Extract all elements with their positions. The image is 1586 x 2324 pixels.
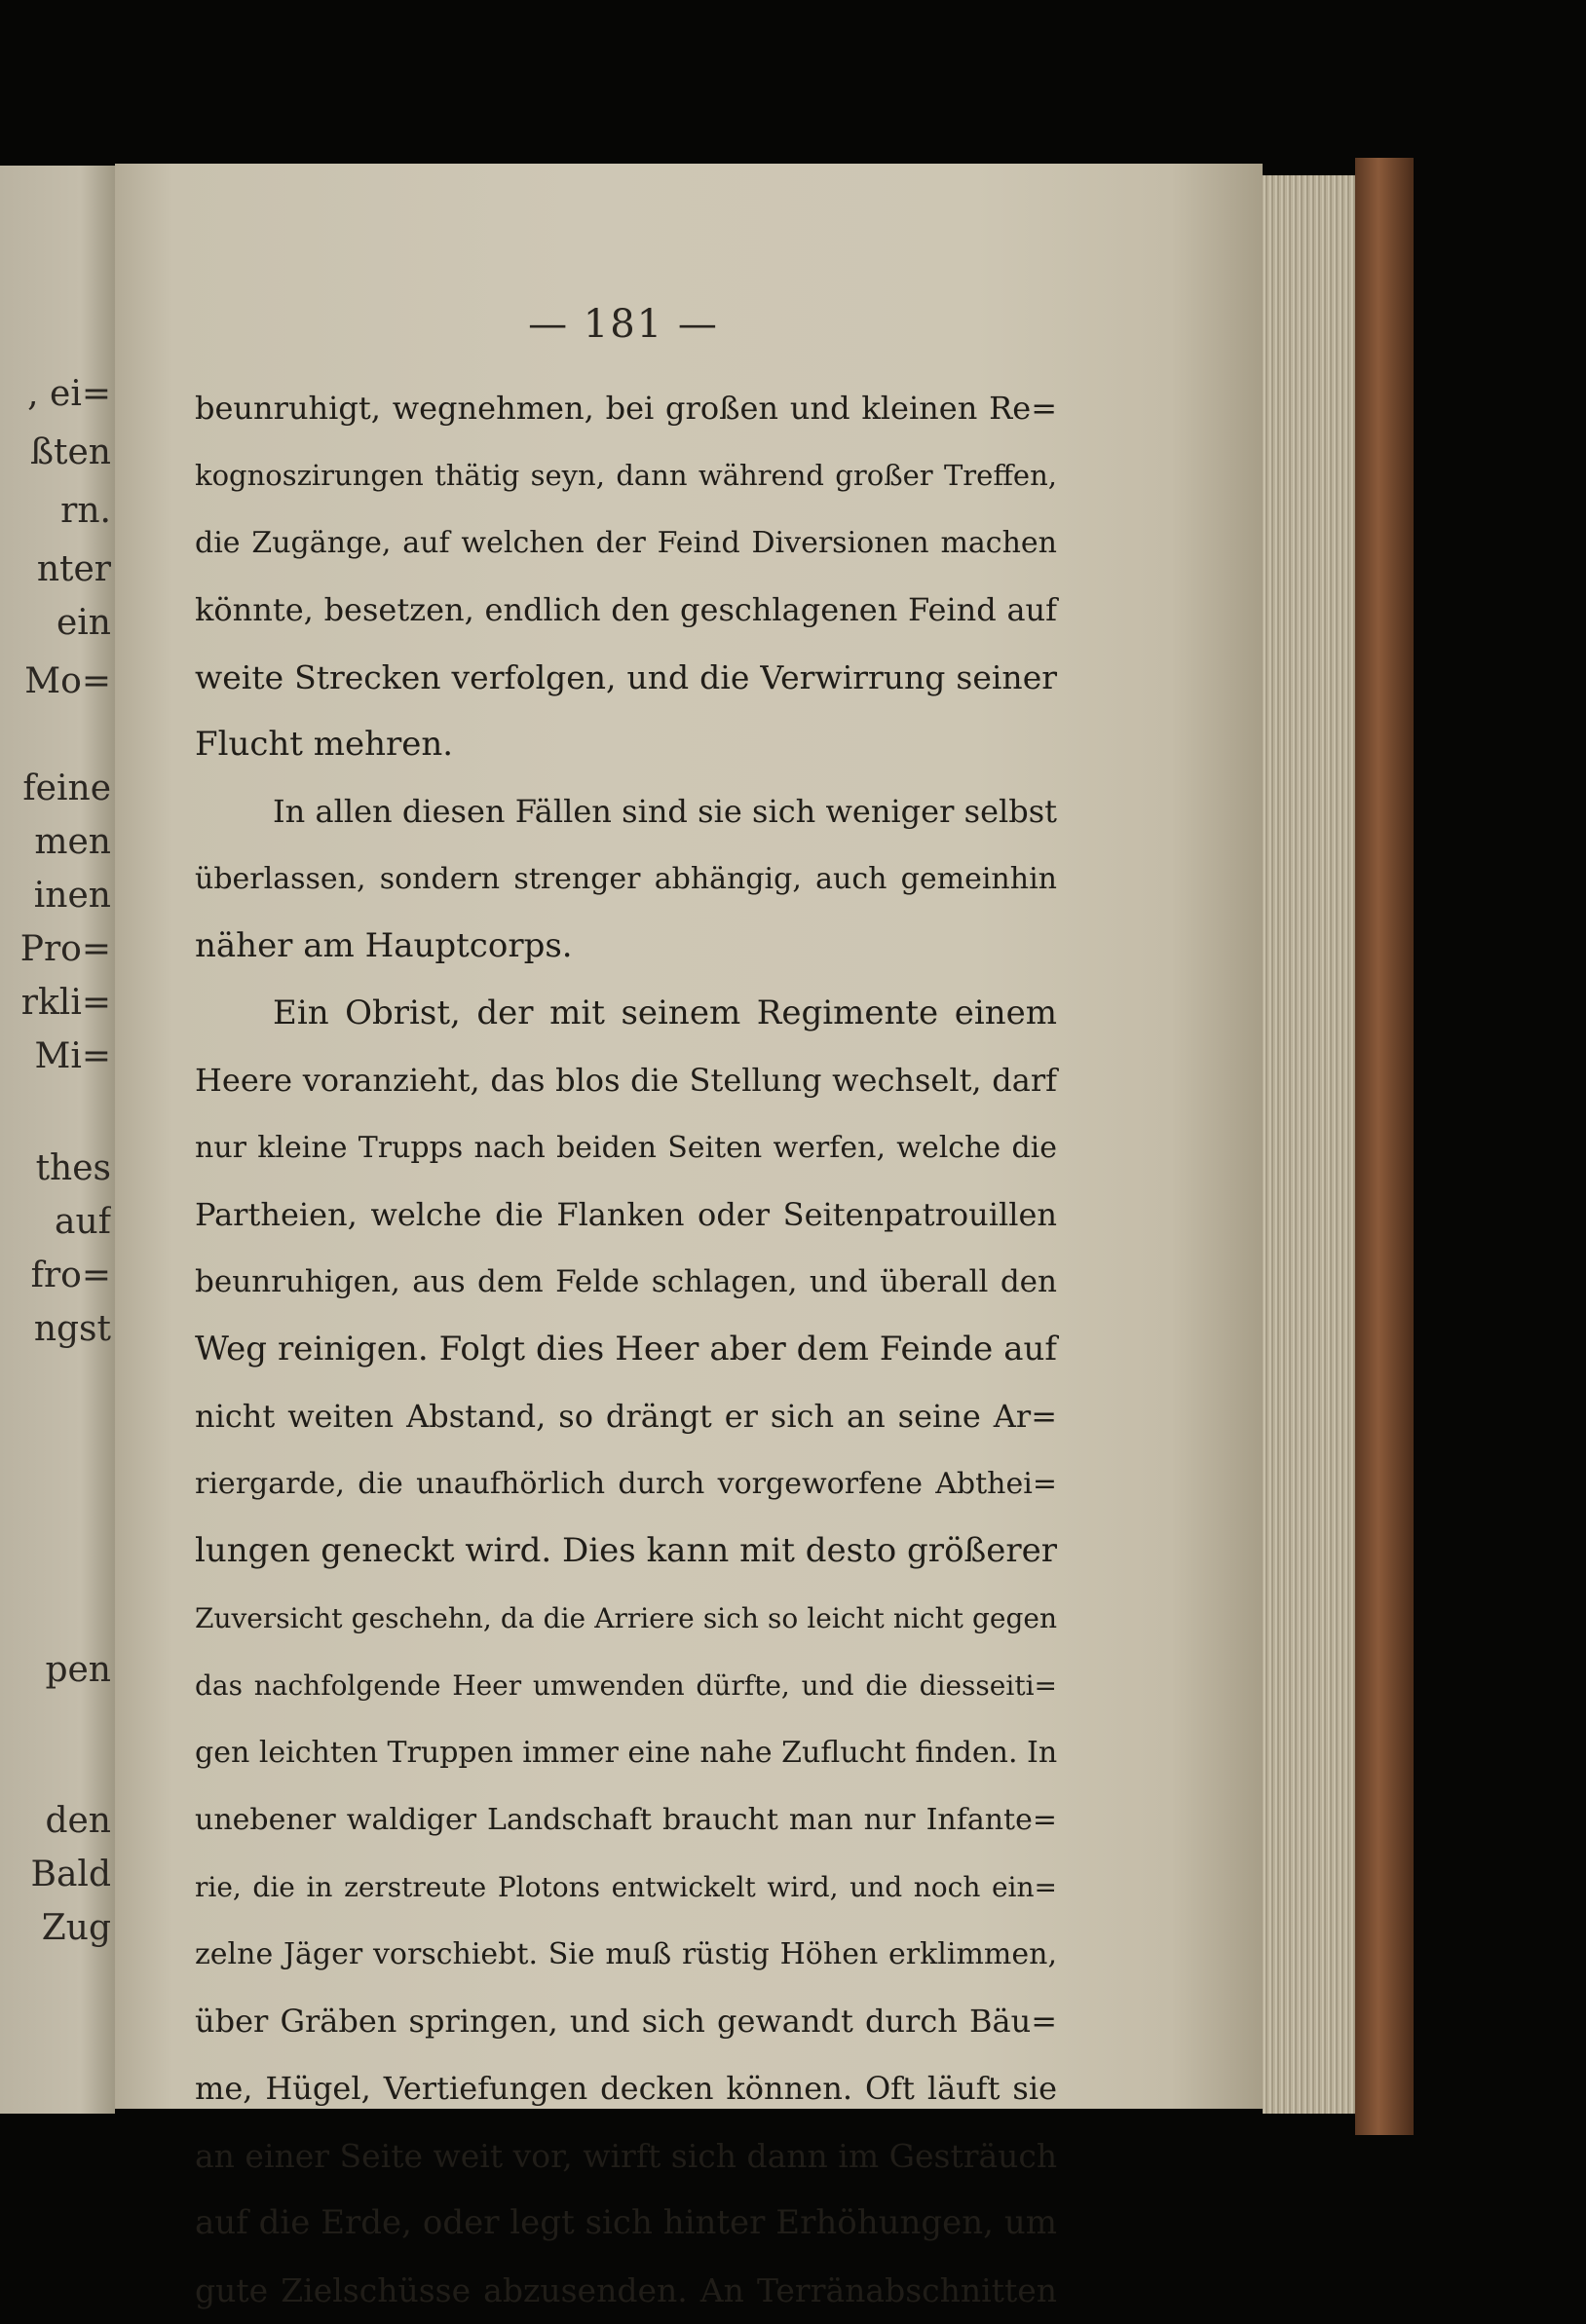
text-line: gen leichten Truppen immer eine nahe Zuflucht finden. In bbox=[195, 1736, 1058, 1770]
text-line: riergarde, die unaufhörlich durch vorgeworfene Abthei= bbox=[195, 1467, 1057, 1501]
left-fragment: Mi= bbox=[34, 1037, 111, 1076]
text-line: weite Strecken verfolgen, und die Verwirrung seiner bbox=[195, 658, 1057, 696]
text-line: rie, die in zerstreute Plotons entwickelt wird, und noch ein= bbox=[195, 1871, 1057, 1903]
text-line: In allen diesen Fällen sind sie sich weniger selbst bbox=[273, 793, 1057, 830]
left-fragment: auf bbox=[55, 1203, 111, 1242]
text-line: über Gräben springen, und sich gewandt durch Bäu= bbox=[195, 2003, 1057, 2040]
text-line: Flucht mehren. bbox=[195, 725, 454, 764]
left-fragment: pen bbox=[45, 1651, 111, 1690]
text-line: Partheien, welche die Flanken oder Seitenpatrouillen bbox=[195, 1196, 1057, 1233]
page-number: — 181 — bbox=[528, 302, 719, 347]
page-block-edges bbox=[1263, 175, 1355, 2114]
text-line: Heere voranzieht, das blos die Stellung wechselt, darf bbox=[195, 1062, 1057, 1099]
left-fragment: men bbox=[34, 823, 111, 862]
left-fragment: Zug bbox=[41, 1909, 111, 1948]
text-line: könnte, besetzen, endlich den geschlagenen Feind auf bbox=[195, 591, 1057, 628]
text-line: das nachfolgende Heer umwenden dürfte, und die diesseiti= bbox=[195, 1669, 1057, 1702]
text-line: auf die Erde, oder legt sich hinter Erhöhungen, um bbox=[195, 2203, 1057, 2242]
text-line: kognoszirungen thätig seyn, dann während großer Treffen, bbox=[195, 459, 1057, 492]
text-line: an einer Seite weit vor, wirft sich dann im Gesträuch bbox=[195, 2137, 1058, 2175]
text-line: Zuversicht geschehn, da die Arriere sich so leicht nicht gegen bbox=[195, 1602, 1057, 1634]
left-fragment: ein bbox=[56, 604, 111, 643]
left-fragment: rn. bbox=[60, 492, 111, 531]
left-fragment: Pro= bbox=[19, 930, 111, 969]
left-fragment: den bbox=[45, 1802, 111, 1841]
text-line: nicht weiten Abstand, so drängt er sich an seine Ar= bbox=[195, 1398, 1057, 1435]
text-line: überlassen, sondern strenger abhängig, auch gemeinhin bbox=[195, 862, 1057, 896]
text-line: nur kleine Trupps nach beiden Seiten werfen, welche die bbox=[195, 1131, 1057, 1165]
text-line: lungen geneckt wird. Dies kann mit desto größerer bbox=[195, 1531, 1057, 1570]
left-fragment: ßten bbox=[29, 433, 111, 472]
text-line: Ein Obrist, der mit seinem Regimente einem bbox=[273, 993, 1057, 1032]
left-fragment: nter bbox=[36, 550, 111, 589]
text-line: beunruhigen, aus dem Felde schlagen, und überall den bbox=[195, 1264, 1057, 1299]
left-fragment: fro= bbox=[30, 1256, 111, 1295]
left-fragment: feine bbox=[22, 769, 111, 808]
left-fragment: Bald bbox=[30, 1855, 111, 1894]
text-line: näher am Hauptcorps. bbox=[195, 926, 573, 965]
text-line: beunruhigt, wegnehmen, bei großen und kleinen Re= bbox=[195, 390, 1057, 427]
left-fragment: inen bbox=[33, 877, 111, 916]
left-fragment: Mo= bbox=[24, 662, 111, 701]
previous-page-edge bbox=[0, 166, 115, 2114]
text-line: me, Hügel, Vertiefungen decken können. Oft läuft sie bbox=[195, 2070, 1057, 2107]
book-cover-edge bbox=[1355, 158, 1414, 2135]
text-line: zelne Jäger vorschiebt. Sie muß rüstig Höhen erklimmen, bbox=[195, 1937, 1057, 1971]
text-line: unebener waldiger Landschaft braucht man nur Infante= bbox=[195, 1803, 1057, 1837]
left-fragment: thes bbox=[35, 1149, 111, 1188]
body-text bbox=[195, 375, 1057, 2324]
text-line: Weg reinigen. Folgt dies Heer aber dem Feinde auf bbox=[195, 1330, 1057, 1368]
left-fragment: , ei= bbox=[27, 375, 111, 414]
text-line: die Zugänge, auf welchen der Feind Diversionen machen bbox=[195, 526, 1057, 560]
left-fragment: rkli= bbox=[20, 984, 111, 1023]
left-fragment: ngst bbox=[33, 1310, 111, 1349]
text-line: gute Zielschüsse abzusenden. An Terränabschnitten bbox=[195, 2271, 1057, 2309]
